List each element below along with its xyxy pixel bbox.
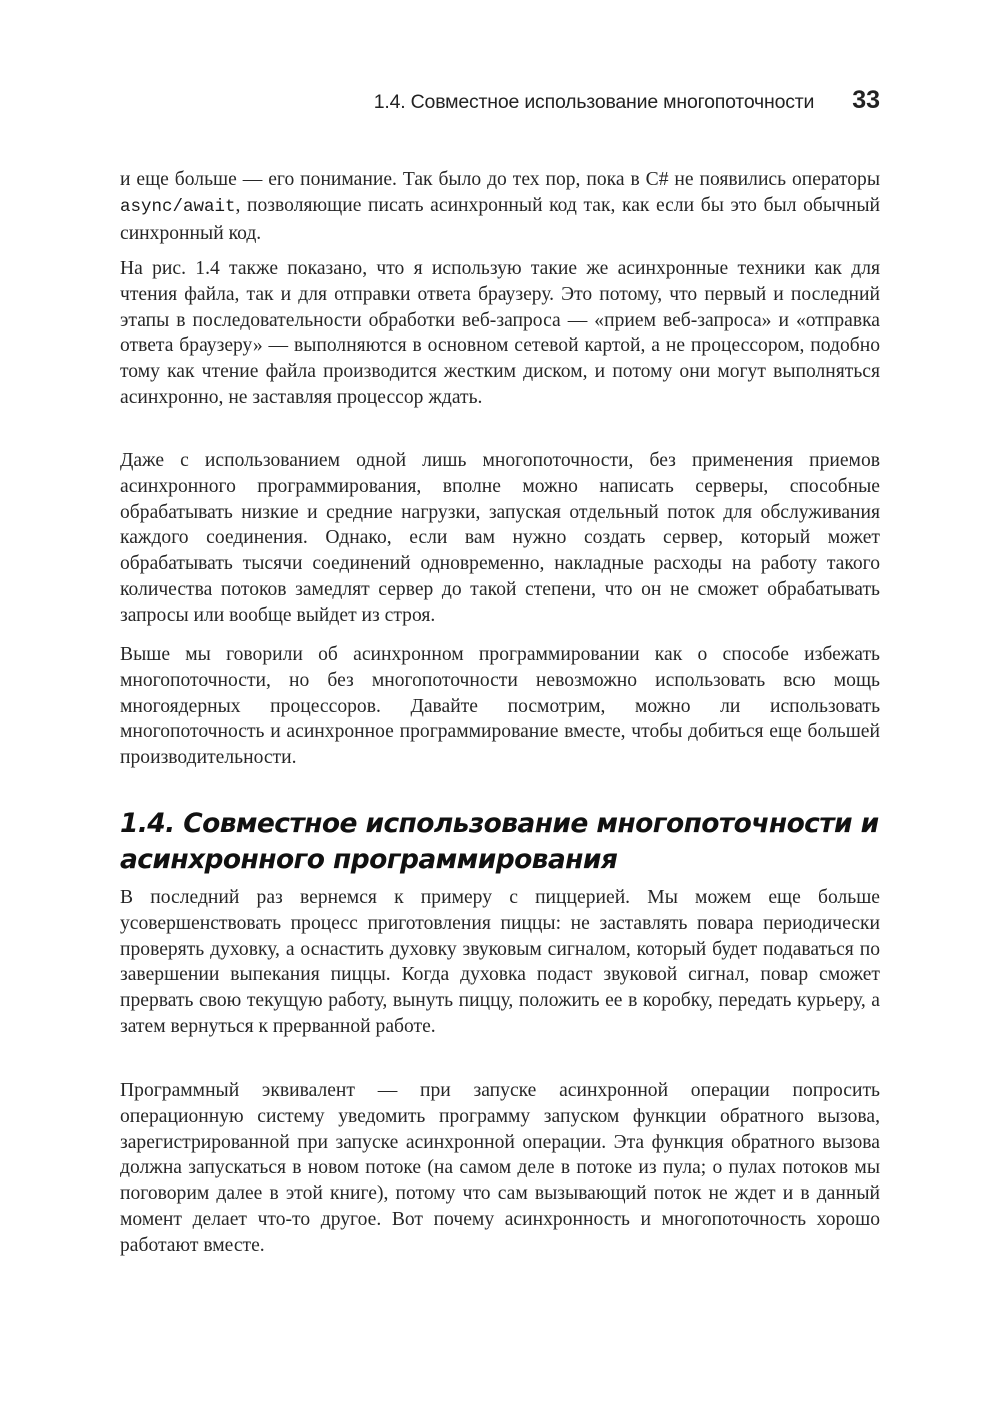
paragraph-async-await — [120, 167, 880, 246]
paragraph-thread-servers: Даже с использованием одной лишь многопоточности, без применения приемов асинхронного программирования, вполне можно написать серверы, способные обрабатывать низкие и средние нагрузки, запуская отдельный поток для обслуживания каждого соединения. Однако, если вам нужно создать сервер, который может обрабатывать тысячи соединений одновременно, накладные расходы на работу такого количества потоков замедлят сервер до такой степени, что он не сможет обрабатывать запросы или вообще выйдет из строя. — [120, 450, 880, 626]
paragraph-text: , позволяющие писать асинхронный код так, как если бы это был обычный синхронный код. — [120, 194, 880, 244]
page-number: 33 — [852, 86, 880, 114]
running-header-title: 1.4. Совместное использование многопоточности — [373, 91, 815, 113]
paragraph-network-card: На рис. 1.4 также показано, что я использую такие же асинхронные техники как для чтения файла, так и для отправки ответа браузеру. Это потому, что первый и последний этапы в последовательности обработки веб-запроса — «прием веб-запроса» и «отправка ответа браузеру» — выполняются в основном сетевой картой, а не процессором, подобно тому как чтение файла производится жестким диском, и потому они могут выполняться асинхронно, не заставляя процессор ждать. — [120, 258, 880, 408]
paragraph-callback: Программный эквивалент — при запуске асинхронной операции попросить операционную систему уведомить программу запуском функции обратного вызова, зарегистрированной при запуске асинхронной операции. Эта функция обратного вызова должна запускаться в новом потоке (на самом деле в потоке из пула; о пулах потоков мы поговорим далее в этой книге), потому что сам вызывающий поток не ждет и в данный момент делает что-то другое. Вот почему асинхронность и многопоточность хорошо работают вместе. — [120, 1080, 880, 1256]
paragraph-multicore: Выше мы говорили об асинхронном программировании как о способе избежать многопоточности, но без многопоточности невозможно использовать всю мощь многоядерных процессоров. Давайте посмотрим, можно ли использовать многопоточность и асинхронное программирование вместе, чтобы добиться еще большей производительности. — [120, 644, 880, 769]
paragraph-pizzeria: В последний раз вернемся к примеру с пиццерией. Мы можем еще больше усовершенствовать процесс приготовления пиццы: не заставлять повара периодически проверять духовку, а оснастить духовку звуковым сигналом, который будет подаваться по завершении выпекания пиццы. Когда духовка подаст звуковой сигнал, повар сможет прервать свою текущую работу, вынуть пиццу, положить ее в коробку, передать курьеру, а затем вернуться к прерванной работе. — [120, 887, 880, 1037]
inline-code: async/await — [120, 196, 236, 217]
paragraph-text: и еще больше — его понимание. Так было до тех пор, пока в C# не появились операторы — [120, 169, 880, 190]
running-header — [120, 86, 880, 126]
section-heading: 1.4. Совместное использование многопоточности и асинхронного программирования — [120, 808, 879, 875]
